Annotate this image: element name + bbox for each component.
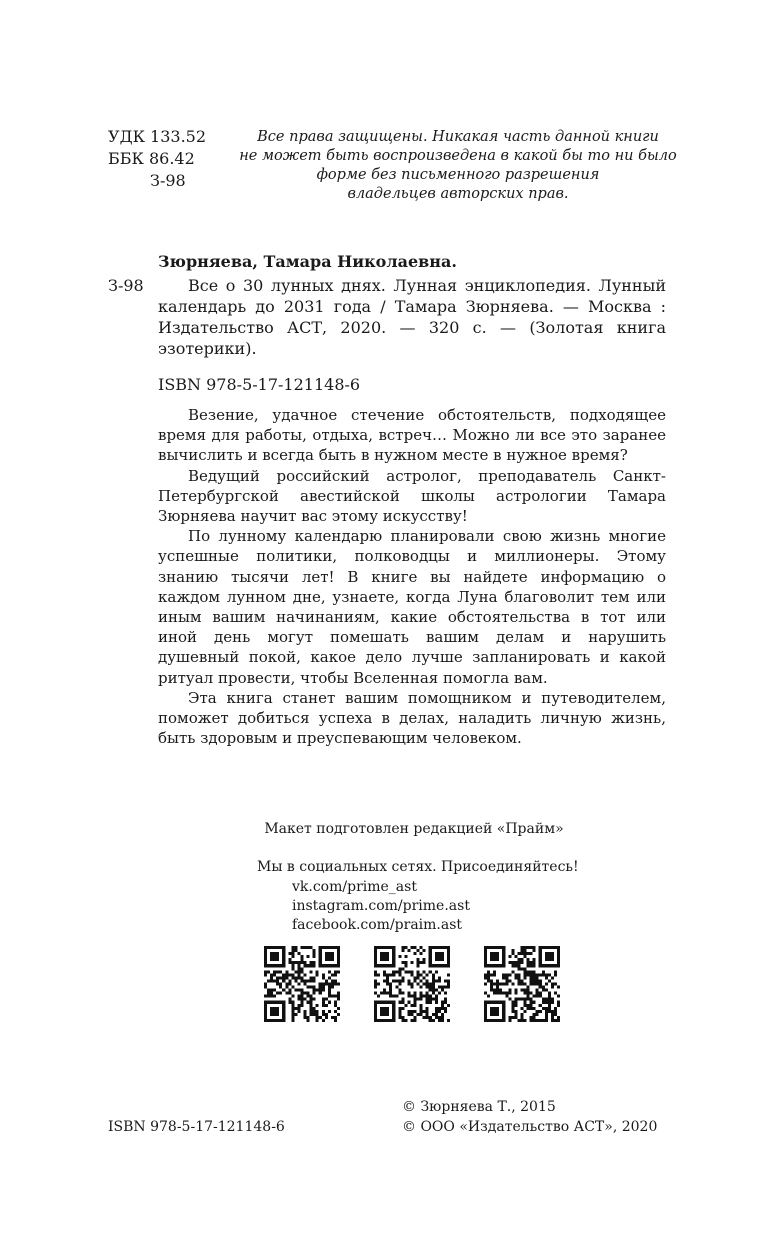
annotation — [158, 405, 666, 748]
annotation-paragraph: Эта книга станет вашим помощником и путеводителем, поможет добиться успеха в делах, наладить личную жизнь, быть здоровым и преуспевающим человеком. — [158, 688, 666, 748]
qr-code-facebook[interactable] — [484, 946, 560, 1022]
isbn-line: ISBN 978-5-17-121148-6 — [158, 375, 361, 394]
layout-note: Макет подготовлен редакцией «Прайм» — [264, 821, 564, 837]
udk-code: УДК 133.52 — [108, 127, 207, 146]
qr-code-vk[interactable] — [264, 946, 340, 1022]
rights-line: Все права защищены. Никакая часть данной книги — [257, 129, 659, 145]
rights-line: не может быть воспроизведена в какой бы то ни было — [239, 148, 677, 164]
annotation-paragraph: По лунному календарю планировали свою жизнь многие успешные политики, полководцы и миллионеры. Этому знанию тысячи лет! В книге вы найдете информацию о каждом лунном дне, узнаете, когда Луна благоволит тем или иным вашим начинаниям, какие обстоятельства в тот или иной день могут помешать вашим делам и нарушить душевный покой, какое дело лучше запланировать и какой ритуал провести, чтобы Вселенная помогла вам. — [158, 527, 666, 687]
classification-block — [108, 126, 206, 192]
rights-notice — [238, 128, 678, 204]
social-link-facebook[interactable]: facebook.com/praim.ast — [292, 917, 463, 933]
social-heading: Мы в социальных сетях. Присоединяйтесь! — [257, 859, 579, 875]
rights-line: владельцев авторских прав. — [347, 186, 569, 202]
bbk-code: ББК 86.42 — [108, 149, 195, 168]
annotation-paragraph: Ведущий российский астролог, преподаватель Санкт-Петербургской авестийской школы астрологии Тамара Зюрняева научит вас этому искусству! — [158, 466, 666, 526]
social-link-vk[interactable]: vk.com/prime_ast — [292, 879, 417, 895]
copyright-author: © Зюрняева Т., 2015 — [402, 1099, 556, 1115]
annotation-paragraph: Везение, удачное стечение обстоятельств, подходящее время для работы, отдыха, встреч… Можно ли все это заранее вычислить и всегда быть в нужном месте в нужное время? — [158, 406, 666, 465]
copyright-publisher: © ООО «Издательство АСТ», 2020 — [402, 1119, 658, 1135]
social-link-instagram[interactable]: instagram.com/prime.ast — [292, 898, 470, 914]
entry-code: З-98 — [108, 276, 144, 295]
author-code: З-98 — [150, 171, 186, 190]
social-links — [292, 878, 470, 935]
author-heading: Зюрняева, Тамара Николаевна. — [158, 252, 457, 271]
qr-code-instagram[interactable] — [374, 946, 450, 1022]
footer-isbn: ISBN 978-5-17-121148-6 — [108, 1119, 285, 1135]
bibliographic-description: Все о 30 лунных днях. Лунная энциклопедия. Лунный календарь до 2031 года / Тамара Зюрняева. — Москва : Издательство АСТ, 2020. — 320 с. — (Золотая книга эзотерики). — [158, 276, 666, 358]
rights-line: форме без письменного разрешения — [316, 167, 600, 183]
